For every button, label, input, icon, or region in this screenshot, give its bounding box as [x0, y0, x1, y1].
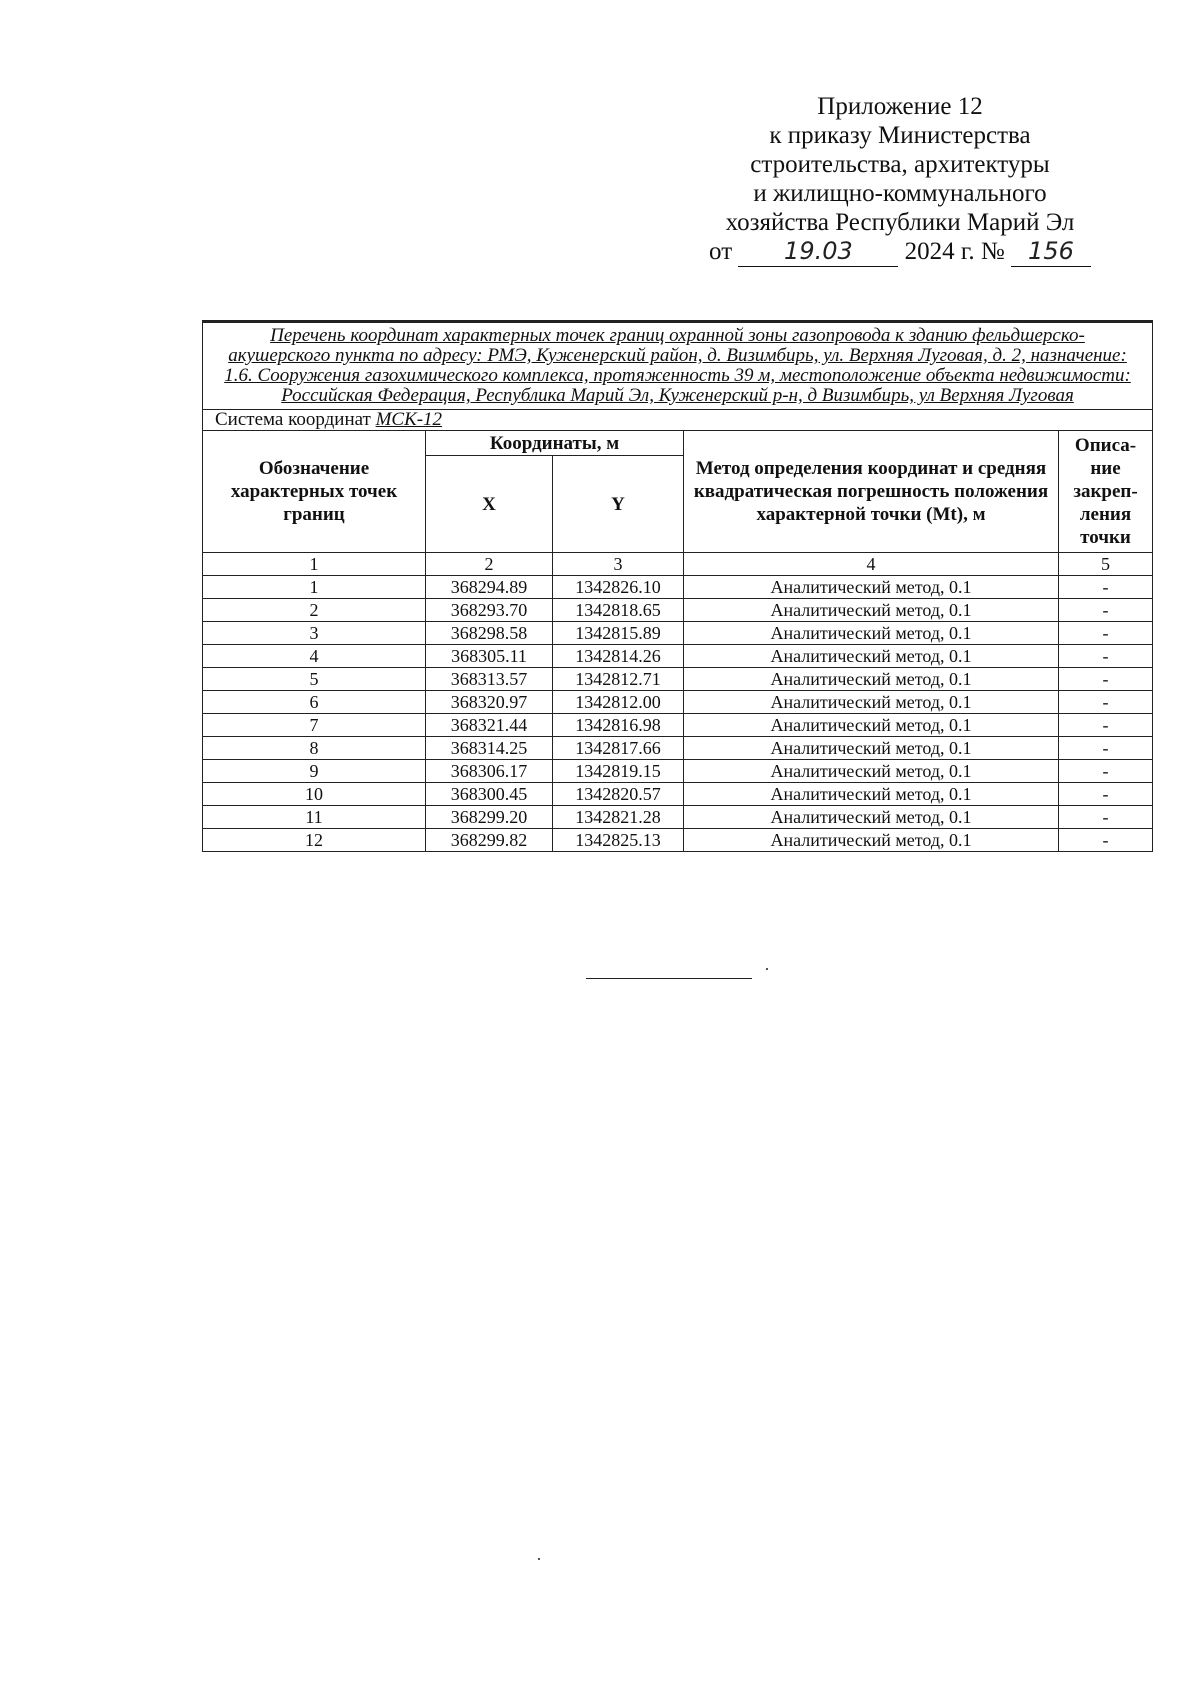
x-coordinate: 368299.82 — [426, 829, 553, 852]
y-coordinate: 1342825.13 — [553, 829, 684, 852]
y-coordinate: 1342818.65 — [553, 599, 684, 622]
y-coordinate: 1342815.89 — [553, 622, 684, 645]
method-cell: Аналитический метод, 0.1 — [684, 668, 1059, 691]
column-number: 4 — [684, 553, 1059, 576]
y-coordinate: 1342826.10 — [553, 576, 684, 599]
handwritten-order-number: 156 — [1011, 237, 1091, 267]
fixing-cell: - — [1059, 829, 1153, 852]
x-coordinate: 368293.70 — [426, 599, 553, 622]
point-number: 3 — [203, 622, 426, 645]
point-number: 2 — [203, 599, 426, 622]
fixing-cell: - — [1059, 783, 1153, 806]
fixing-cell: - — [1059, 691, 1153, 714]
table-row — [203, 806, 1153, 829]
coordinate-system-name: МСК-12 — [375, 409, 443, 430]
method-cell: Аналитический метод, 0.1 — [684, 622, 1059, 645]
method-cell: Аналитический метод, 0.1 — [684, 783, 1059, 806]
scan-speck — [766, 968, 768, 970]
column-number: 3 — [553, 553, 684, 576]
point-number: 12 — [203, 829, 426, 852]
method-cell: Аналитический метод, 0.1 — [684, 599, 1059, 622]
y-coordinate: 1342812.00 — [553, 691, 684, 714]
point-number: 4 — [203, 645, 426, 668]
handwritten-date: 19.03 — [738, 237, 898, 267]
point-number: 1 — [203, 576, 426, 599]
table-row — [203, 622, 1153, 645]
x-coordinate: 368314.25 — [426, 737, 553, 760]
scan-speck — [538, 1558, 540, 1560]
y-coordinate: 1342821.28 — [553, 806, 684, 829]
header-coordinates: Координаты, м — [426, 431, 684, 456]
method-cell: Аналитический метод, 0.1 — [684, 829, 1059, 852]
method-cell: Аналитический метод, 0.1 — [684, 760, 1059, 783]
fixing-cell: - — [1059, 576, 1153, 599]
table-row — [203, 829, 1153, 852]
point-number: 9 — [203, 760, 426, 783]
y-coordinate: 1342820.57 — [553, 783, 684, 806]
method-cell: Аналитический метод, 0.1 — [684, 806, 1059, 829]
x-coordinate: 368305.11 — [426, 645, 553, 668]
x-coordinate: 368299.20 — [426, 806, 553, 829]
x-coordinate: 368321.44 — [426, 714, 553, 737]
method-cell: Аналитический метод, 0.1 — [684, 737, 1059, 760]
table-row — [203, 737, 1153, 760]
y-coordinate: 1342812.71 — [553, 668, 684, 691]
header-line-3: строительства, архитектуры — [750, 151, 1050, 178]
y-coordinate: 1342817.66 — [553, 737, 684, 760]
order-date-line — [700, 237, 1100, 267]
point-number: 7 — [203, 714, 426, 737]
method-cell: Аналитический метод, 0.1 — [684, 714, 1059, 737]
fixing-cell: - — [1059, 622, 1153, 645]
table-row — [203, 576, 1153, 599]
fixing-cell: - — [1059, 599, 1153, 622]
table-caption: Перечень координат характерных точек границ охранной зоны газопровода к зданию фельдшерско-акушерского пункта по адресу: РМЭ, Куженерский район, д. Визимбирь, ул. Верхняя Луговая, д. 2, назначение: 1.6. Сооружения газохимического комплекса, протяженность 39 м, местоположение объекта недвижимости: Российская Федерация, Республика Марий Эл, Куженерский р-н, д Визимбирь, ул Верхняя Луговая — [203, 322, 1153, 410]
x-coordinate: 368298.58 — [426, 622, 553, 645]
column-number: 2 — [426, 553, 553, 576]
header-line-5: хозяйства Республики Марий Эл — [725, 209, 1075, 236]
table-row — [203, 645, 1153, 668]
column-number: 1 — [203, 553, 426, 576]
fixing-cell: - — [1059, 806, 1153, 829]
fixing-cell: - — [1059, 668, 1153, 691]
closing-line — [586, 978, 752, 979]
x-coordinate: 368306.17 — [426, 760, 553, 783]
coordinate-system-label: Система координат — [215, 409, 371, 430]
table-row — [203, 714, 1153, 737]
fixing-cell: - — [1059, 714, 1153, 737]
appendix-header — [700, 92, 1100, 267]
y-coordinate: 1342814.26 — [553, 645, 684, 668]
table-row — [203, 668, 1153, 691]
point-number: 11 — [203, 806, 426, 829]
coordinates-table — [202, 320, 1153, 852]
table-row — [203, 783, 1153, 806]
point-number: 5 — [203, 668, 426, 691]
x-coordinate: 368294.89 — [426, 576, 553, 599]
y-coordinate: 1342819.15 — [553, 760, 684, 783]
header-line-4: и жилищно-коммунального — [753, 180, 1047, 207]
x-coordinate: 368313.57 — [426, 668, 553, 691]
table-row — [203, 760, 1153, 783]
header-fixing: Описа-ние закреп-ления точки — [1059, 431, 1153, 553]
method-cell: Аналитический метод, 0.1 — [684, 576, 1059, 599]
year-text: 2024 г. № — [904, 238, 1005, 265]
method-cell: Аналитический метод, 0.1 — [684, 691, 1059, 714]
header-designation: Обозначение характерных точек границ — [203, 431, 426, 553]
header-line-2: к приказу Министерства — [769, 122, 1031, 149]
point-number: 10 — [203, 783, 426, 806]
fixing-cell: - — [1059, 760, 1153, 783]
x-coordinate: 368320.97 — [426, 691, 553, 714]
table-row — [203, 599, 1153, 622]
date-prefix: от — [709, 238, 733, 265]
header-y: Y — [553, 456, 684, 553]
point-number: 8 — [203, 737, 426, 760]
header-x: X — [426, 456, 553, 553]
x-coordinate: 368300.45 — [426, 783, 553, 806]
column-numbers-row — [203, 553, 1153, 576]
y-coordinate: 1342816.98 — [553, 714, 684, 737]
fixing-cell: - — [1059, 645, 1153, 668]
table-row — [203, 691, 1153, 714]
column-number: 5 — [1059, 553, 1153, 576]
appendix-title: Приложение 12 — [817, 93, 983, 120]
method-cell: Аналитический метод, 0.1 — [684, 645, 1059, 668]
coordinate-system — [203, 410, 1153, 431]
fixing-cell: - — [1059, 737, 1153, 760]
header-method: Метод определения координат и средняя квадратическая погрешность положения характерной точки (Mt), м — [684, 431, 1059, 553]
point-number: 6 — [203, 691, 426, 714]
